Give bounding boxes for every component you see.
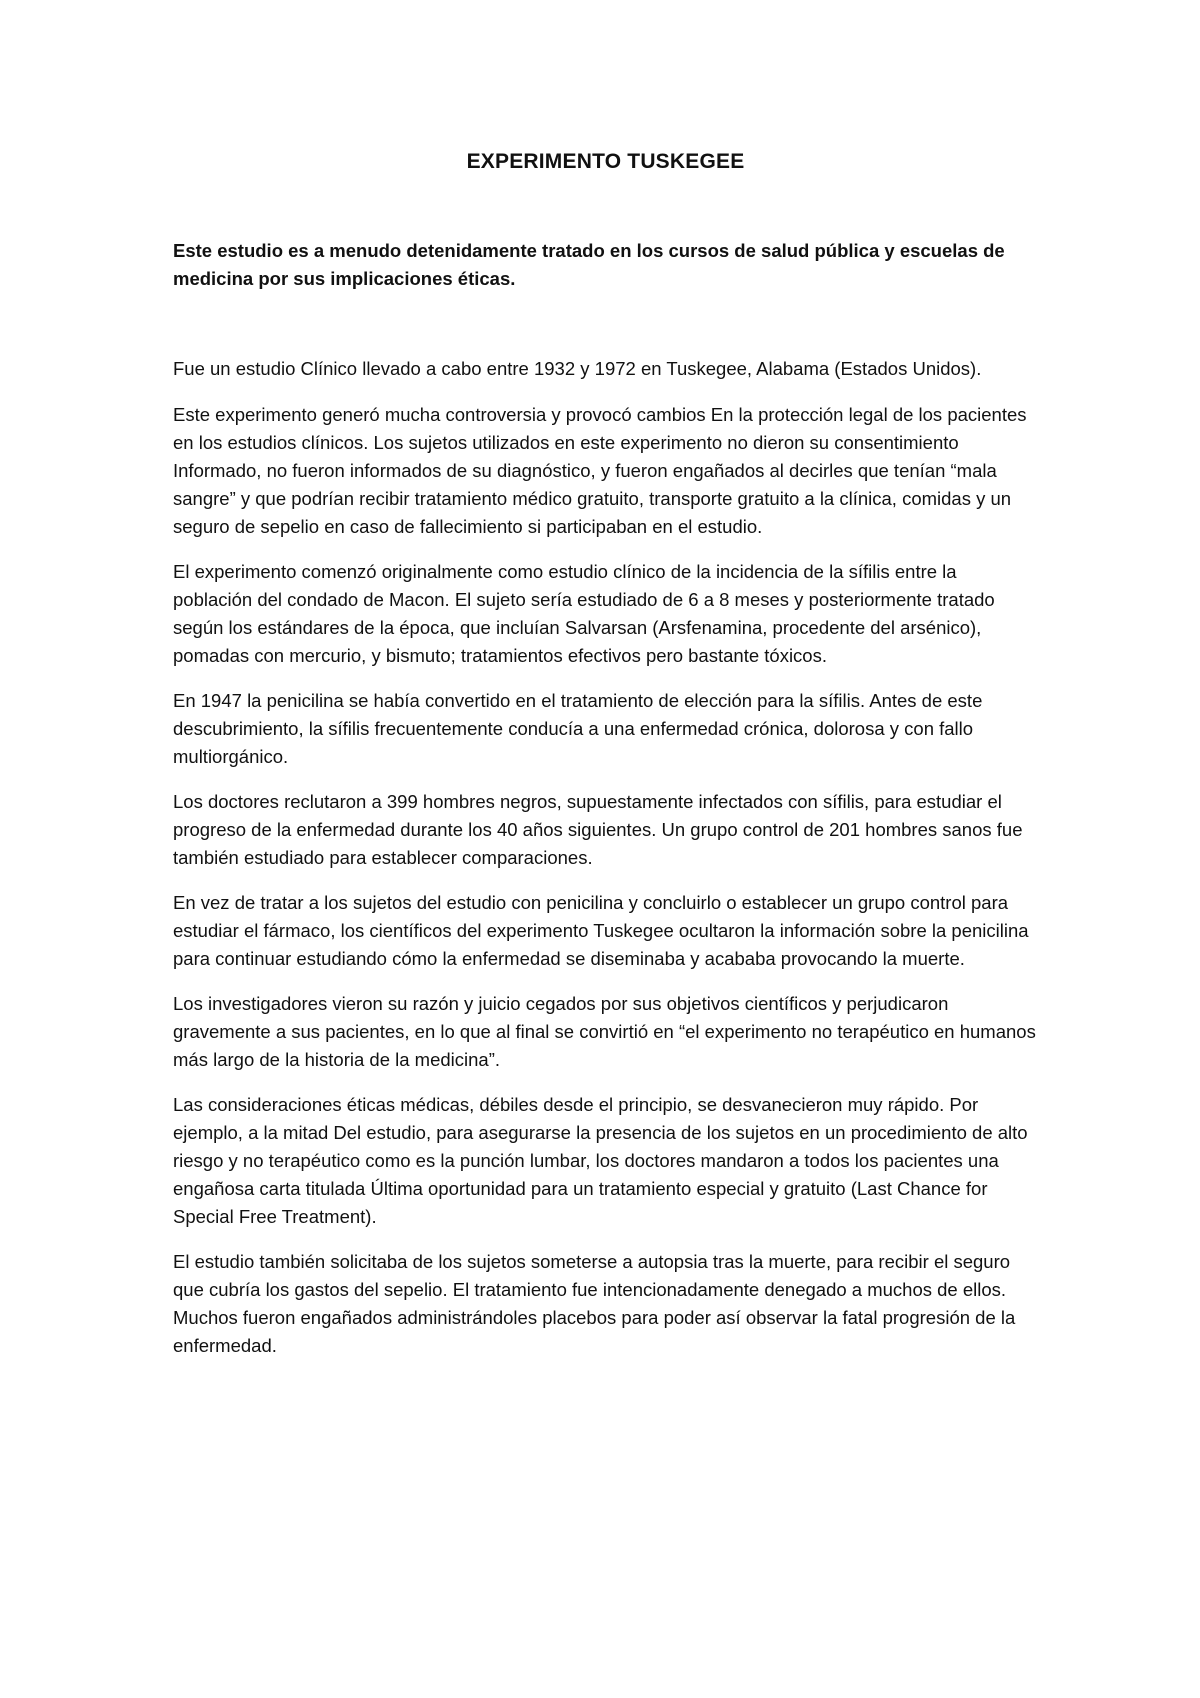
- document-title: EXPERIMENTO TUSKEGEE: [466, 150, 745, 173]
- paragraph: Este experimento generó mucha controversia y provocó cambios En la protección legal de los pacientes en los estudios clínicos. Los sujetos utilizados en este experimento no dieron su consentimiento Informado, no fueron informados de su diagnóstico, y fueron engañados al decirles que tenían “mala sangre” y que podrían recibir tratamiento médico gratuito, transporte gratuito a la clínica, comidas y un seguro de sepelio en caso de fallecimiento si participaban en el estudio.: [173, 404, 1027, 537]
- intro-paragraph: Este estudio es a menudo detenidamente tratado en los cursos de salud pública y escuelas de medicina por sus implicaciones éticas.: [173, 240, 1005, 289]
- paragraph: Los investigadores vieron su razón y juicio cegados por sus objetivos científicos y perjudicaron gravemente a sus pacientes, en lo que al final se convirtió en “el experimento no terapéutico en humanos más largo de la historia de la medicina”.: [173, 993, 1036, 1070]
- paragraph: En 1947 la penicilina se había convertido en el tratamiento de elección para la sífilis. Antes de este descubrimiento, la sífilis frecuentemente conducía a una enfermedad crónica, dolorosa y con fallo multiorgánico.: [173, 690, 983, 767]
- paragraph: Fue un estudio Clínico llevado a cabo entre 1932 y 1972 en Tuskegee, Alabama (Estados Unidos).: [173, 358, 982, 379]
- paragraph: Los doctores reclutaron a 399 hombres negros, supuestamente infectados con sífilis, para estudiar el progreso de la enfermedad durante los 40 años siguientes. Un grupo control de 201 hombres sanos fue también estudiado para establecer comparaciones.: [173, 791, 1023, 868]
- document-body: [173, 150, 1038, 1377]
- paragraph: El experimento comenzó originalmente como estudio clínico de la incidencia de la sífilis entre la población del condado de Macon. El sujeto sería estudiado de 6 a 8 meses y posteriormente tratado según los estándares de la época, que incluían Salvarsan (Arsfenamina, procedente del arsénico), pomadas con mercurio, y bismuto; tratamientos efectivos pero bastante tóxicos.: [173, 561, 995, 666]
- paragraph: En vez de tratar a los sujetos del estudio con penicilina y concluirlo o establecer un grupo control para estudiar el fármaco, los científicos del experimento Tuskegee ocultaron la información sobre la penicilina para continuar estudiando cómo la enfermedad se diseminaba y acababa provocando la muerte.: [173, 892, 1029, 969]
- paragraph: Las consideraciones éticas médicas, débiles desde el principio, se desvanecieron muy rápido. Por ejemplo, a la mitad Del estudio, para asegurarse la presencia de los sujetos en un procedimiento de alto riesgo y no terapéutico como es la punción lumbar, los doctores mandaron a todos los pacientes una engañosa carta titulada Última oportunidad para un tratamiento especial y gratuito (Last Chance for Special Free Treatment).: [173, 1094, 1028, 1227]
- paragraph: El estudio también solicitaba de los sujetos someterse a autopsia tras la muerte, para recibir el seguro que cubría los gastos del sepelio. El tratamiento fue intencionadamente denegado a muchos de ellos. Muchos fueron engañados administrándoles placebos para poder así observar la fatal progresión de la enfermedad.: [173, 1251, 1016, 1356]
